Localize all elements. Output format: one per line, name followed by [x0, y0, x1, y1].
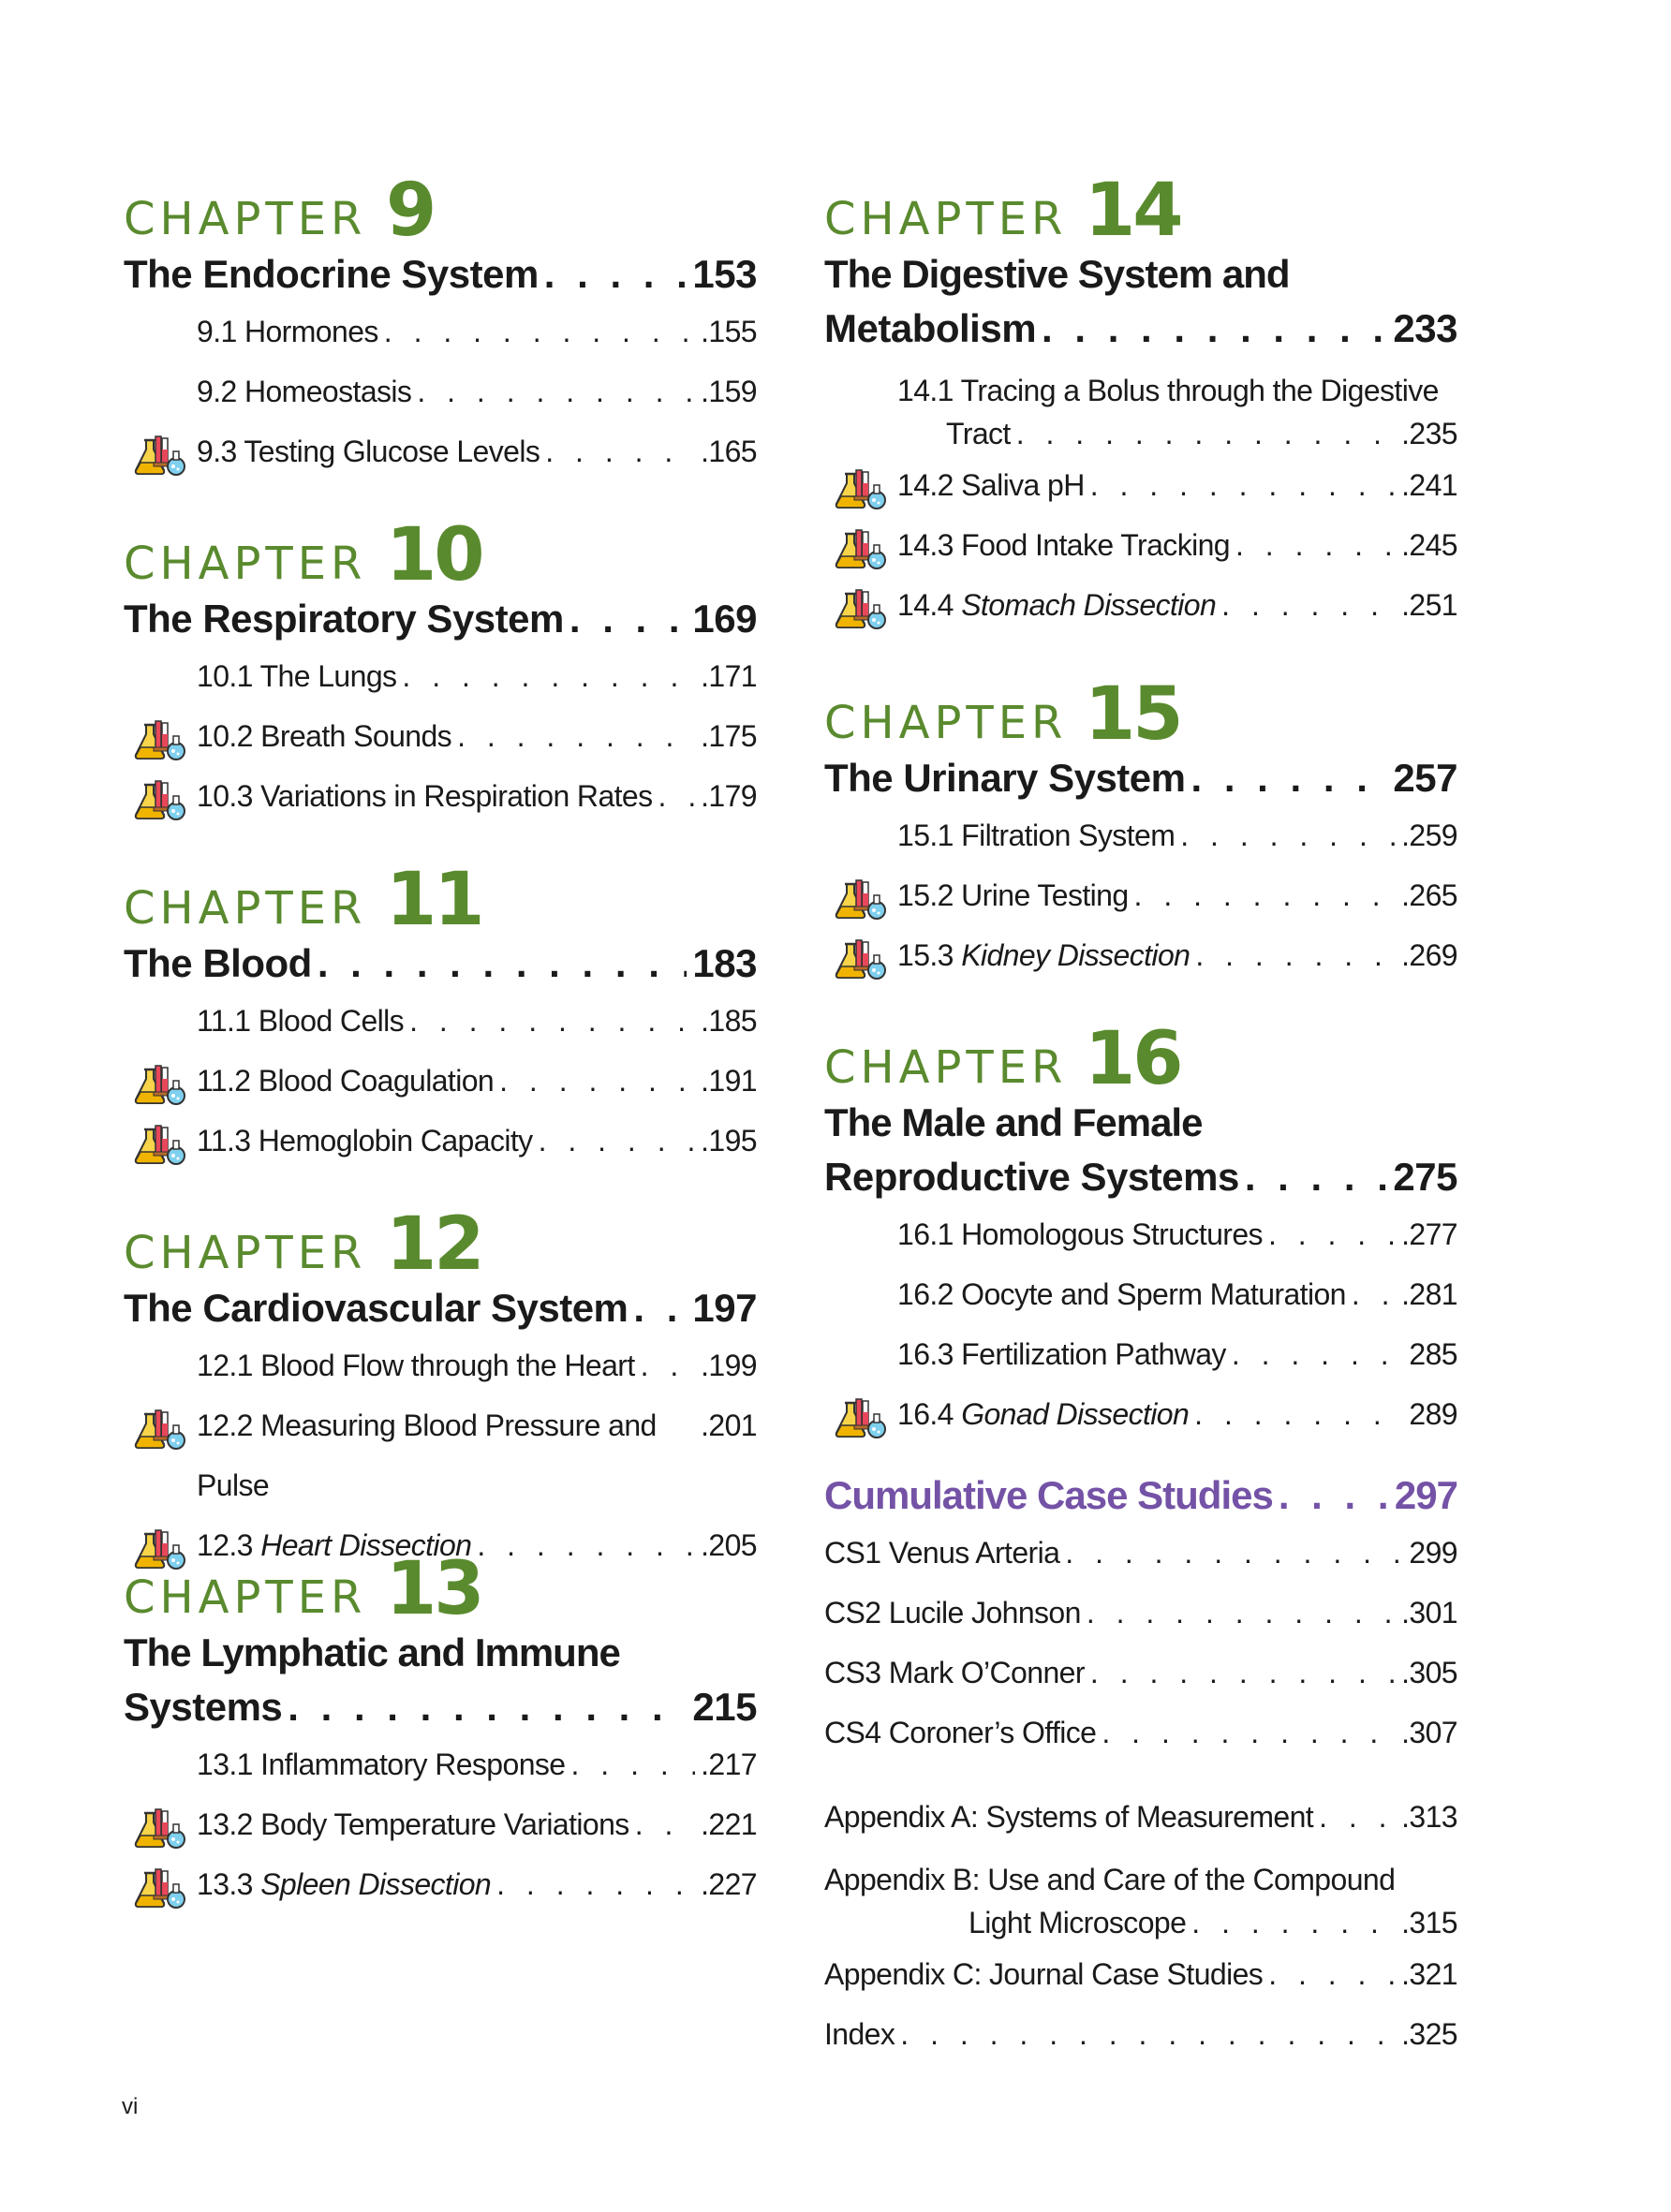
chapter-title: The Cardiovascular System	[124, 1286, 628, 1330]
dot-leader	[1352, 1264, 1396, 1324]
toc-entry[interactable]	[824, 805, 1457, 865]
chapter-page: 183	[692, 941, 757, 985]
chapter-title: The Respiratory System	[124, 597, 564, 641]
chapter-title-row[interactable]	[124, 936, 757, 991]
entry-page: 299	[1409, 1536, 1457, 1570]
entry-page: .221	[701, 1807, 757, 1841]
toc-entry[interactable]	[124, 1854, 757, 1914]
chapter-page: 197	[692, 1286, 757, 1330]
entry-label: 13.2 Body Temperature Variations	[197, 1807, 629, 1841]
entry-page: .245	[1401, 528, 1457, 562]
dot-leader	[496, 1854, 695, 1914]
chapter-label: CHAPTER	[124, 538, 367, 590]
case-study-entry[interactable]	[824, 1583, 1457, 1643]
dot-leader	[1268, 1944, 1396, 2004]
dot-leader	[384, 302, 695, 361]
case-study-entry[interactable]	[824, 1703, 1457, 1762]
entry-label	[897, 925, 1190, 985]
dot-leader	[1065, 1523, 1403, 1583]
dot-leader	[1090, 455, 1396, 515]
chapter-title-line1[interactable]: The Digestive System and	[824, 252, 1290, 296]
lab-flask-icon	[834, 936, 886, 980]
toc-entry[interactable]	[124, 1794, 757, 1854]
chapter-label: CHAPTER	[824, 1041, 1068, 1094]
dot-leader	[635, 1794, 695, 1854]
dot-leader	[288, 1680, 687, 1734]
dot-leader	[1268, 1204, 1396, 1264]
chapter-page: 215	[692, 1685, 757, 1729]
toc-entry[interactable]	[124, 421, 757, 481]
chapter-11	[124, 847, 757, 1171]
toc-entry[interactable]	[824, 1324, 1457, 1384]
appendix-a-entry[interactable]	[824, 1787, 1457, 1847]
dot-leader	[1319, 1787, 1396, 1847]
chapter-title-line1[interactable]: The Male and Female	[824, 1100, 1203, 1144]
entry-italic-label: Kidney Dissection	[961, 938, 1190, 972]
chapter-9	[124, 157, 757, 481]
entry-page: .205	[701, 1528, 757, 1562]
chapter-number: 12	[386, 1202, 482, 1287]
dot-leader	[539, 1111, 696, 1171]
entry-label: 10.3 Variations in Respiration Rates	[197, 779, 653, 813]
entry-page: .269	[1401, 938, 1457, 972]
dot-leader	[1180, 805, 1396, 865]
toc-entry[interactable]	[824, 575, 1457, 635]
entry-page: .315	[1401, 1906, 1457, 1939]
chapter-16	[824, 1006, 1457, 1444]
chapter-title-row[interactable]	[124, 592, 757, 646]
toc-entry[interactable]	[124, 1335, 757, 1395]
entry-page: .259	[1401, 818, 1457, 852]
entry-page: .165	[701, 435, 757, 468]
lab-flask-icon	[834, 877, 886, 920]
entry-label: 14.3 Food Intake Tracking	[897, 528, 1231, 562]
chapter-page: 233	[1393, 306, 1457, 350]
entry-number: 16.4	[897, 1397, 962, 1431]
dot-leader	[1102, 1703, 1396, 1762]
entry-label: 12.2 Measuring Blood Pressure and Pulse	[197, 1408, 657, 1502]
chapter-label: CHAPTER	[124, 1571, 367, 1624]
entry-label: Index	[824, 2017, 895, 2051]
entry-number: 13.3	[197, 1867, 261, 1901]
chapter-title-line2: Systems	[124, 1685, 283, 1729]
entry-page: .175	[701, 719, 757, 753]
entry-label: CS3 Mark O’Conner	[824, 1656, 1085, 1689]
entry-label	[197, 1854, 491, 1914]
dot-leader	[457, 706, 695, 766]
entry-italic-label: Spleen Dissection	[260, 1867, 492, 1901]
chapter-title: The Endocrine System	[124, 252, 539, 296]
case-study-entry[interactable]	[824, 1643, 1457, 1703]
entry-page: 289	[1409, 1397, 1457, 1431]
chapter-label: CHAPTER	[124, 1227, 367, 1279]
lab-flask-icon	[834, 526, 886, 569]
entry-label-line1: Appendix B: Use and Care of the Compound	[824, 1863, 1396, 1896]
entry-page: .159	[701, 375, 757, 408]
chapter-page: 257	[1393, 756, 1457, 800]
toc-entry[interactable]	[824, 1204, 1457, 1264]
chapter-title-row[interactable]	[124, 1680, 757, 1734]
chapter-number: 15	[1085, 672, 1181, 757]
entry-page: .171	[701, 659, 757, 693]
chapter-title: The Urinary System	[824, 756, 1186, 800]
entry-page: .325	[1401, 2017, 1457, 2051]
chapter-title-row[interactable]	[824, 751, 1457, 805]
chapter-number: 16	[1085, 1017, 1181, 1101]
case-studies-section	[824, 1468, 1457, 2064]
case-study-entry[interactable]	[824, 1523, 1457, 1583]
lab-flask-icon	[133, 1062, 185, 1105]
entry-page: .199	[701, 1349, 757, 1382]
chapter-title-line2: Metabolism	[824, 306, 1037, 350]
toc-entry[interactable]	[124, 991, 757, 1051]
entry-page: .235	[1401, 417, 1457, 450]
entry-page: .241	[1401, 468, 1457, 502]
chapter-title-row[interactable]	[824, 302, 1457, 356]
chapter-15	[824, 661, 1457, 985]
toc-entry[interactable]	[124, 361, 757, 421]
entry-number: 14.4	[897, 588, 962, 622]
entry-label-line2: Tract	[946, 417, 1011, 450]
toc-entry[interactable]	[124, 1734, 757, 1794]
lab-flask-icon	[834, 586, 886, 629]
case-studies-title-row[interactable]	[824, 1468, 1457, 1523]
chapter-10	[124, 502, 757, 826]
case-studies-page: 297	[1394, 1473, 1457, 1517]
entry-label: Appendix C: Journal Case Studies	[824, 1957, 1264, 1991]
index-entry[interactable]	[824, 2004, 1457, 2064]
dot-leader	[417, 361, 695, 421]
dot-leader	[571, 1734, 696, 1794]
toc-entry[interactable]	[124, 1051, 757, 1111]
chapter-label: CHAPTER	[124, 193, 367, 245]
lab-flask-icon	[133, 717, 185, 760]
chapter-number: 14	[1085, 169, 1181, 253]
chapter-number: 9	[386, 169, 435, 253]
entry-page: .185	[701, 1004, 757, 1038]
chapter-page: 169	[692, 597, 757, 641]
entry-page: .227	[701, 1867, 757, 1901]
appendix-b-entry[interactable]	[824, 1858, 1457, 1944]
entry-number: 15.3	[897, 938, 962, 972]
entry-label: CS1 Venus Arteria	[824, 1536, 1060, 1570]
dot-leader	[1221, 575, 1396, 635]
entry-page: .217	[701, 1747, 757, 1781]
toc-entry[interactable]	[824, 1384, 1457, 1444]
dot-leader	[1195, 925, 1396, 985]
dot-leader	[318, 936, 688, 991]
entry-label: 11.3 Hemoglobin Capacity	[197, 1124, 533, 1158]
dot-leader	[1191, 751, 1388, 805]
lab-flask-icon	[133, 777, 185, 820]
entry-page: .305	[1401, 1656, 1457, 1689]
chapter-title: The Blood	[124, 941, 312, 985]
entry-label-line1: 14.1 Tracing a Bolus through the Digestive	[897, 374, 1439, 407]
entry-page: 285	[1409, 1337, 1457, 1371]
chapter-title-line1[interactable]: The Lymphatic and Immune	[124, 1630, 620, 1674]
dot-leader	[641, 1335, 696, 1395]
dot-leader	[1245, 1150, 1388, 1204]
dot-leader	[1090, 1643, 1396, 1703]
lab-flask-icon	[133, 433, 185, 476]
chapter-label: CHAPTER	[824, 193, 1068, 245]
dot-leader	[1087, 1583, 1396, 1643]
entry-label: 16.1 Homologous Structures	[897, 1217, 1263, 1251]
entry-label	[897, 1384, 1189, 1444]
entry-label: 11.1 Blood Cells	[197, 1004, 405, 1038]
toc-entry[interactable]	[124, 766, 757, 826]
dot-leader	[1235, 515, 1396, 575]
chapter-title-row[interactable]	[124, 1281, 757, 1335]
chapter-14	[824, 157, 1457, 635]
dot-leader	[658, 766, 696, 826]
lab-flask-icon	[133, 1806, 185, 1849]
dot-leader	[569, 592, 688, 646]
entry-italic-label: Heart Dissection	[260, 1528, 472, 1562]
chapter-page: 153	[692, 252, 757, 296]
entry-page: .201	[701, 1408, 757, 1442]
entry-number: 12.3	[197, 1528, 261, 1562]
dot-leader	[1194, 1384, 1403, 1444]
chapter-title-row[interactable]	[124, 247, 757, 302]
entry-label: 9.3 Testing Glucose Levels	[197, 435, 540, 468]
dot-leader	[1134, 865, 1397, 925]
toc-entry[interactable]	[124, 1395, 757, 1515]
chapter-12	[124, 1191, 757, 1575]
dot-leader	[545, 421, 695, 481]
chapter-label: CHAPTER	[824, 697, 1068, 749]
chapter-13	[124, 1536, 757, 1914]
page-number: vi	[122, 2094, 139, 2119]
entry-label: Appendix A: Systems of Measurement	[824, 1800, 1314, 1834]
entry-label: 10.1 The Lungs	[197, 659, 397, 693]
dot-leader	[544, 247, 688, 302]
entry-label: CS2 Lucile Johnson	[824, 1596, 1081, 1630]
case-studies-title: Cumulative Case Studies	[824, 1473, 1273, 1517]
chapter-number: 11	[386, 858, 482, 942]
entry-label: 10.2 Breath Sounds	[197, 719, 452, 753]
entry-page: .281	[1401, 1277, 1457, 1311]
lab-flask-icon	[834, 1395, 886, 1438]
lab-flask-icon	[133, 1407, 185, 1450]
dot-leader	[499, 1051, 695, 1111]
appendix-c-entry[interactable]	[824, 1944, 1457, 2004]
toc-entry[interactable]	[824, 369, 1457, 455]
entry-label: 15.1 Filtration System	[897, 818, 1176, 852]
entry-label: 14.2 Saliva pH	[897, 468, 1085, 502]
chapter-title-line2: Reproductive Systems	[824, 1155, 1239, 1199]
dot-leader	[633, 1281, 687, 1335]
entry-label: 9.2 Homeostasis	[197, 375, 412, 408]
chapter-number: 13	[386, 1547, 482, 1631]
entry-page: .195	[701, 1124, 757, 1158]
entry-page: .179	[701, 779, 757, 813]
entry-page: .321	[1401, 1957, 1457, 1991]
chapter-title-row[interactable]	[824, 1150, 1457, 1204]
entry-page: .313	[1401, 1800, 1457, 1834]
entry-page: .251	[1401, 588, 1457, 622]
entry-italic-label: Stomach Dissection	[961, 588, 1217, 622]
chapter-number: 10	[386, 513, 482, 597]
lab-flask-icon	[133, 1865, 185, 1909]
entry-label: 13.1 Inflammatory Response	[197, 1747, 566, 1781]
dot-leader	[1232, 1324, 1404, 1384]
entry-label: CS4 Coroner’s Office	[824, 1716, 1097, 1749]
toc-entry[interactable]	[124, 1111, 757, 1171]
entry-page: .155	[701, 315, 757, 348]
lab-flask-icon	[834, 466, 886, 509]
toc-entry[interactable]	[124, 706, 757, 766]
dot-leader	[1016, 412, 1396, 455]
dot-leader	[1279, 1468, 1389, 1523]
entry-page: .277	[1401, 1217, 1457, 1251]
toc-entry[interactable]	[824, 455, 1457, 515]
chapter-label: CHAPTER	[124, 882, 367, 935]
entry-label-line2: Light Microscope	[969, 1906, 1187, 1939]
entry-page: .265	[1401, 878, 1457, 912]
entry-label: 11.2 Blood Coagulation	[197, 1064, 495, 1098]
dot-leader	[402, 646, 695, 706]
entry-page: .307	[1401, 1716, 1457, 1749]
toc-entry[interactable]	[824, 865, 1457, 925]
dot-leader	[1191, 1901, 1396, 1944]
entry-label: 9.1 Hormones	[197, 315, 378, 348]
entry-page: .191	[701, 1064, 757, 1098]
toc-entry[interactable]	[824, 925, 1457, 985]
entry-label: 12.1 Blood Flow through the Heart	[197, 1349, 635, 1382]
toc-entry[interactable]	[124, 302, 757, 361]
entry-label: 15.2 Urine Testing	[897, 878, 1129, 912]
entry-label: 16.2 Oocyte and Sperm Maturation	[897, 1277, 1346, 1311]
dot-leader	[409, 991, 695, 1051]
chapter-page: 275	[1393, 1155, 1457, 1199]
entry-page: .301	[1401, 1596, 1457, 1630]
toc-entry[interactable]	[124, 646, 757, 706]
toc-entry[interactable]	[824, 1264, 1457, 1324]
dot-leader	[900, 2004, 1396, 2064]
dot-leader	[1042, 302, 1387, 356]
toc-entry[interactable]	[824, 515, 1457, 575]
entry-label	[897, 575, 1216, 635]
entry-label: 16.3 Fertilization Pathway	[897, 1337, 1226, 1371]
entry-italic-label: Gonad Dissection	[961, 1397, 1190, 1431]
lab-flask-icon	[133, 1122, 185, 1165]
